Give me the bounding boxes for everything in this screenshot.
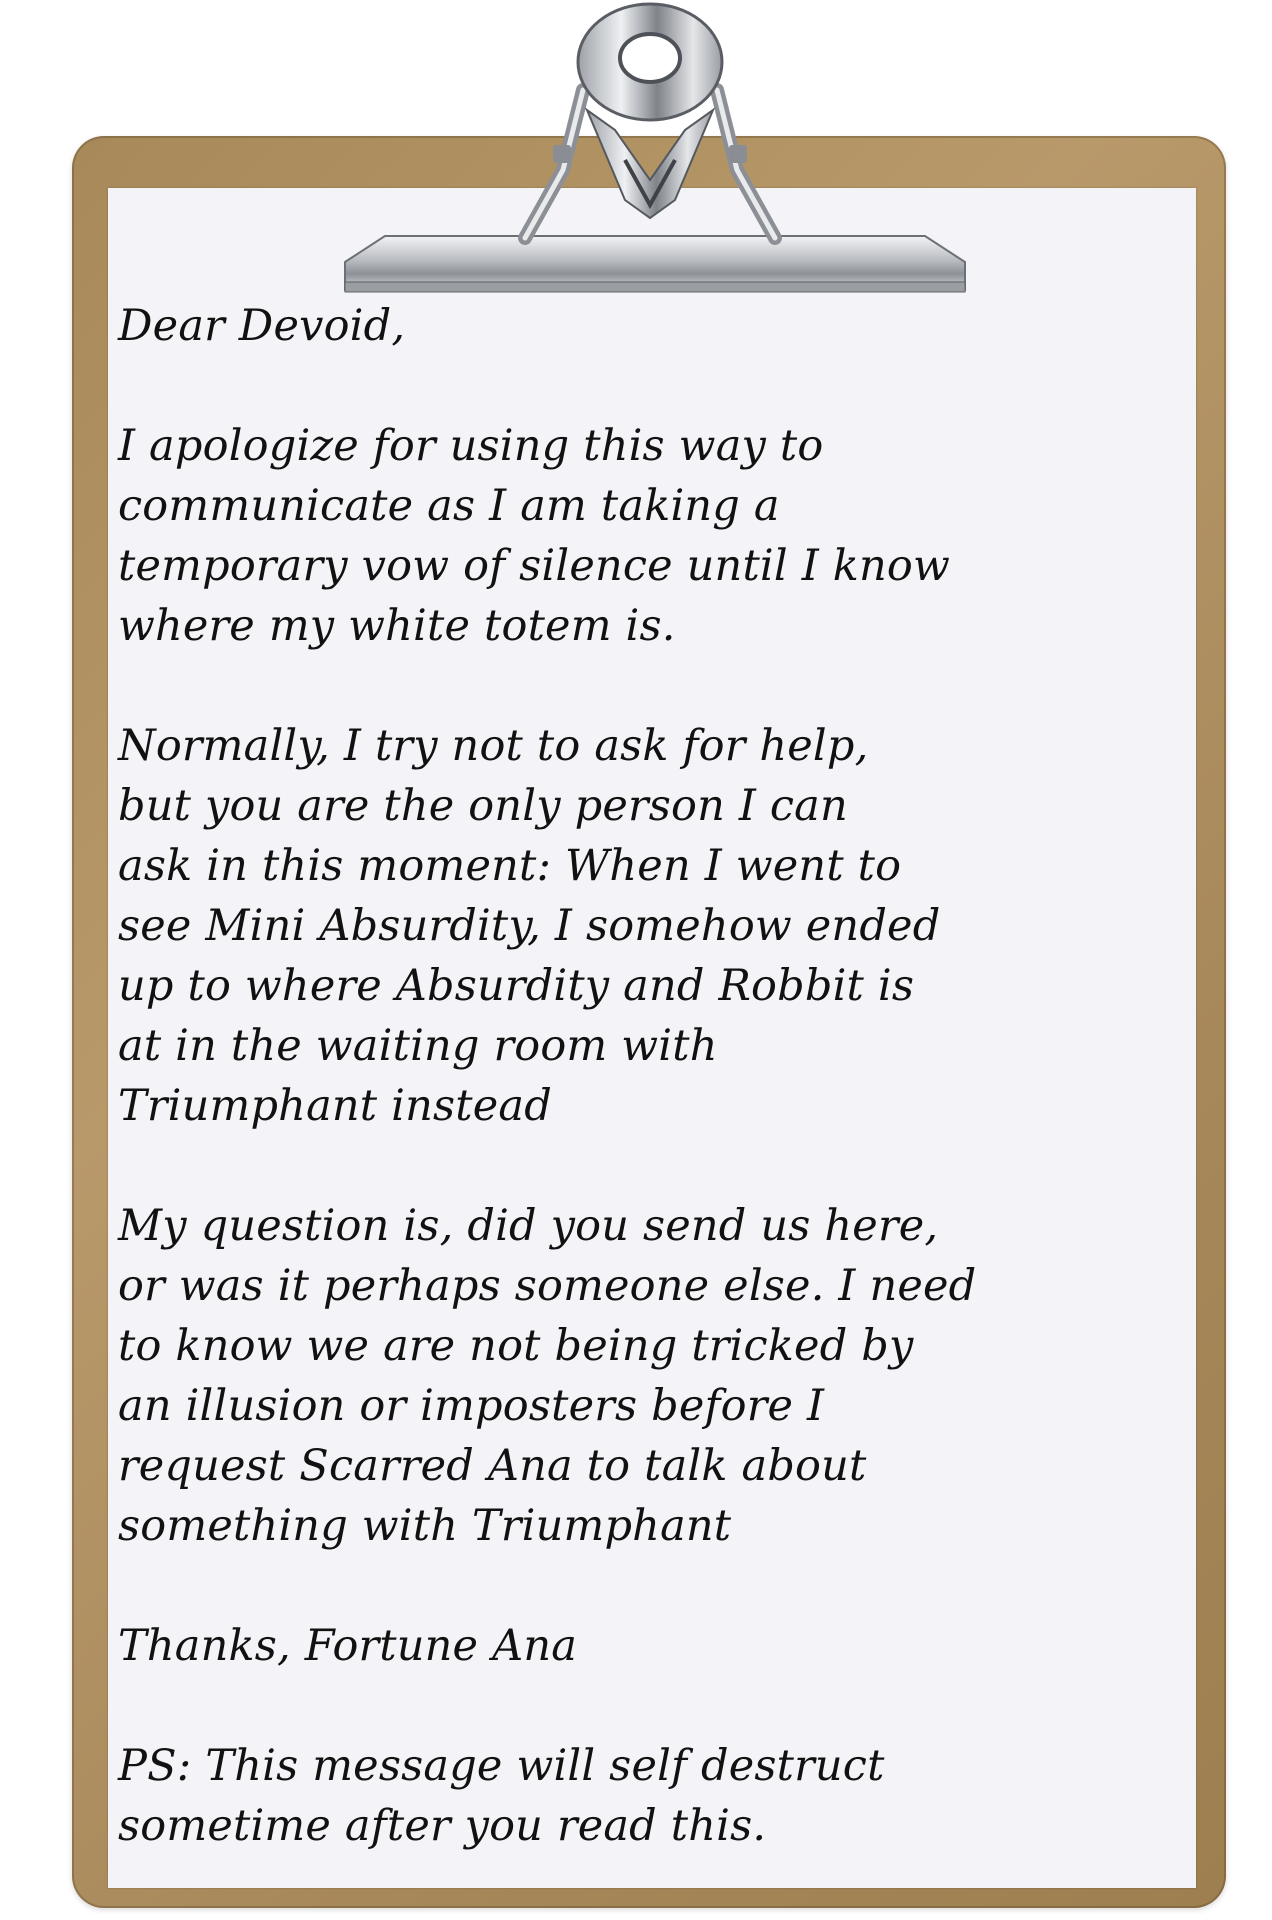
paragraph3-line: My question is, did you send us here, <box>118 1201 939 1251</box>
paragraph1-line: I apologize for using this way to <box>118 421 824 471</box>
paragraph2-line: but you are the only person I can <box>118 781 848 831</box>
paragraph-gap <box>118 1136 1198 1196</box>
paragraph-gap <box>118 656 1198 716</box>
paragraph1-line: communicate as I am taking a <box>118 481 780 531</box>
binder-clip-icon <box>325 0 975 305</box>
paragraph3-line: something with Triumphant <box>118 1501 732 1551</box>
paragraph3-line: or was it perhaps someone else. I need <box>118 1261 977 1311</box>
paragraph2-line: up to where Absurdity and Robbit is <box>118 961 915 1011</box>
paragraph3-line: to know we are not being tricked by <box>118 1321 914 1371</box>
letter-greeting: Dear Devoid, <box>118 301 406 351</box>
paragraph2-line: Normally, I try not to ask for help, <box>118 721 869 771</box>
paragraph2-line: at in the waiting room with <box>118 1021 718 1071</box>
paragraph-gap <box>118 1676 1198 1736</box>
postscript-line: PS: This message will self destruct <box>118 1741 885 1791</box>
letter-signoff: Thanks, Fortune Ana <box>118 1621 578 1671</box>
paragraph1-line: where my white totem is. <box>118 601 676 651</box>
handwritten-letter <box>118 296 1198 1856</box>
paragraph3-line: an illusion or imposters before I <box>118 1381 825 1431</box>
paragraph2-line: ask in this moment: When I went to <box>118 841 902 891</box>
paragraph2-line: see Mini Absurdity, I somehow ended <box>118 901 941 951</box>
postscript-line: sometime after you read this. <box>118 1801 767 1851</box>
paragraph-gap <box>118 1556 1198 1616</box>
paragraph2-line: Triumphant instead <box>118 1081 552 1131</box>
paragraph-gap <box>118 356 1198 416</box>
paragraph3-line: request Scarred Ana to talk about <box>118 1441 867 1491</box>
paragraph1-line: temporary vow of silence until I know <box>118 541 951 591</box>
